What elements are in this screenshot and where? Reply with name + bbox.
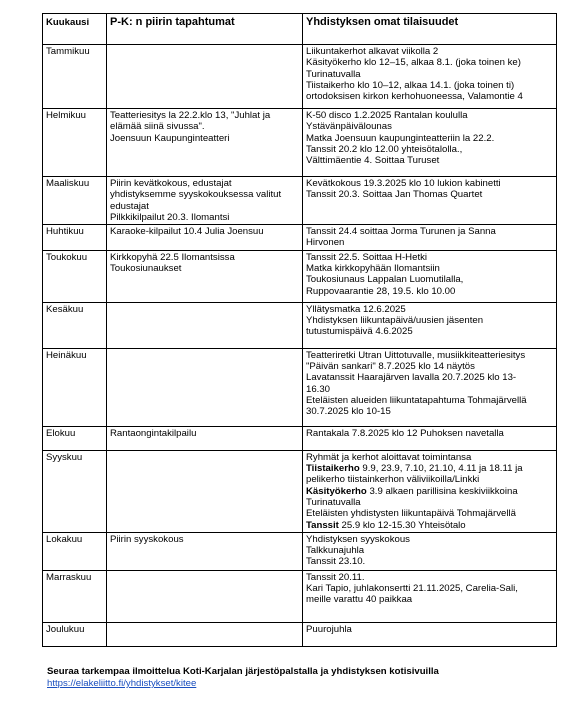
own-event-line xyxy=(306,274,553,285)
own-event-line xyxy=(306,144,553,155)
own-event-line xyxy=(306,57,553,68)
own-event-text: Tiistaikerho klo 10–12, alkaa 14.1. (joka toinen ti) xyxy=(306,79,515,91)
own-events-cell xyxy=(303,250,557,302)
own-event-text: Lavatanssit Haarajärven lavalla 20.7.2025 klo 13- xyxy=(306,372,517,384)
own-event-text: Eteläisten yhdistysten liikuntapäivä Tohmajärvellä xyxy=(306,508,516,520)
own-event-text: Käsityökerho klo 12–15, alkaa 8.1. (joka toinen ke) xyxy=(306,57,521,69)
district-event-line: elämää siinä sivussa". xyxy=(110,121,205,133)
footer xyxy=(47,666,439,690)
month-cell: Marraskuu xyxy=(43,570,107,622)
own-event-text: Puurojuhla xyxy=(306,623,352,635)
own-events-cell xyxy=(303,622,557,646)
own-event-line xyxy=(306,91,553,102)
own-events-cell xyxy=(303,450,557,532)
own-event-text: Ystävänpäivälounas xyxy=(306,121,392,133)
own-event-line xyxy=(306,350,553,361)
own-event-text: 16.30 xyxy=(306,383,331,395)
own-event-line xyxy=(306,237,553,248)
table-row xyxy=(43,250,557,302)
own-event-text: 9.9, 23.9, 7.10, 21.10, 4.11 ja 18.11 ja xyxy=(359,463,523,475)
own-event-text: Rantakala 7.8.2025 klo 12 Puhoksen navetalla xyxy=(306,427,504,439)
district-event-line: Piirin kevätkokous, edustajat xyxy=(110,178,232,189)
own-events-cell xyxy=(303,225,557,251)
own-event-text: 25.9 klo 12-15.30 Yhteisötalo xyxy=(338,519,466,531)
own-event-line xyxy=(306,534,553,545)
month-cell: Toukokuu xyxy=(43,250,107,302)
district-events-cell xyxy=(107,302,303,348)
own-event-line xyxy=(306,326,553,337)
own-event-text: Tanssit 24.4 soittaa Jorma Turunen ja Sanna xyxy=(306,226,496,238)
own-event-line xyxy=(306,304,553,315)
table-header-row xyxy=(43,14,557,45)
table-row xyxy=(43,225,557,251)
month-cell: Huhtikuu xyxy=(43,225,107,251)
own-event-text: Ryhmät ja kerhot aloittavat toimintansa xyxy=(306,451,472,463)
own-event-text: Teatteriretki Utran Uittotuvalle, musiikkiteatteriesitys xyxy=(306,349,526,361)
own-event-line xyxy=(306,189,553,200)
own-event-line xyxy=(306,46,553,57)
own-event-text: Matka Joensuun kaupunginteatteriin la 22.2. xyxy=(306,132,495,144)
district-event-line: edustajat xyxy=(110,200,149,212)
own-event-text: Kari Tapio, juhlakonsertti 21.11.2025, Carelia-Sali, xyxy=(306,583,518,595)
own-event-line xyxy=(306,594,553,605)
footer-link[interactable]: https://elakeliitto.fi/yhdistykset/kitee xyxy=(47,678,197,689)
own-event-line xyxy=(306,110,553,121)
own-event-line xyxy=(306,80,553,91)
own-event-line xyxy=(306,545,553,556)
table-row xyxy=(43,348,557,426)
own-event-line xyxy=(306,520,553,531)
own-event-line xyxy=(306,226,553,237)
own-event-text: Tanssit 23.10. xyxy=(306,556,366,568)
own-event-text: Tanssit 20.3. Soittaa Jan Thomas Quartet xyxy=(306,189,483,201)
district-event-line: Pilkkikilpailut 20.3. Ilomantsi xyxy=(110,211,230,223)
month-cell: Lokakuu xyxy=(43,532,107,570)
own-event-text: Matka kirkkopyhään Ilomantsiin xyxy=(306,263,440,275)
table-row xyxy=(43,450,557,532)
own-event-line xyxy=(306,252,553,263)
own-event-line xyxy=(306,497,553,508)
district-event-line: Karaoke-kilpailut 10.4 Julia Joensuu xyxy=(110,226,264,238)
district-event-line: Joensuun Kaupunginteatteri xyxy=(110,132,230,144)
own-event-line xyxy=(306,315,553,326)
own-event-text: Hirvonen xyxy=(306,237,345,249)
own-event-text: Toukosiunaus Lappalan Luomutilalla, xyxy=(306,274,464,286)
own-event-line xyxy=(306,384,553,395)
district-event-line: Kirkkopyhä 22.5 Ilomantsissa xyxy=(110,251,235,263)
own-event-line xyxy=(306,361,553,372)
own-events-cell xyxy=(303,45,557,109)
own-event-text: 30.7.2025 klo 10-15 xyxy=(306,406,391,418)
own-event-line xyxy=(306,263,553,274)
own-event-line xyxy=(306,121,553,132)
own-event-text: Kevätkokous 19.3.2025 klo 10 lukion kabinetti xyxy=(306,178,501,189)
own-event-line xyxy=(306,556,553,567)
own-event-line xyxy=(306,572,553,583)
own-event-bold-text: Käsityökerho xyxy=(306,485,367,497)
own-event-line xyxy=(306,395,553,406)
month-cell: Helmikuu xyxy=(43,109,107,177)
table-row xyxy=(43,302,557,348)
own-events-cell xyxy=(303,302,557,348)
district-event-line: Teatteriesitys la 22.2.klo 13, "Juhlat ja xyxy=(110,110,271,121)
table-row xyxy=(43,45,557,109)
district-events-cell xyxy=(107,426,303,450)
own-event-line xyxy=(306,452,553,463)
district-events-cell xyxy=(107,348,303,426)
own-events-cell xyxy=(303,177,557,225)
district-events-cell xyxy=(107,570,303,622)
month-cell: Tammikuu xyxy=(43,45,107,109)
table-row xyxy=(43,109,557,177)
own-event-text: Talkkunajuhla xyxy=(306,545,365,557)
own-event-text: Tanssit 20.2 klo 12.00 yhteisötalolla., xyxy=(306,143,463,155)
header-own-events: Yhdistyksen omat tilaisuudet xyxy=(303,14,557,45)
table-row xyxy=(43,532,557,570)
table-row xyxy=(43,426,557,450)
district-events-cell xyxy=(107,250,303,302)
own-event-text: Tanssit 20.11. xyxy=(306,571,365,583)
own-event-text: meille varattu 40 paikkaa xyxy=(306,594,413,606)
own-event-text: Yllätysmatka 12.6.2025 xyxy=(306,303,406,315)
month-cell: Syyskuu xyxy=(43,450,107,532)
own-event-text: Turinatuvalla xyxy=(306,496,361,508)
own-event-text: tutustumispäivä 4.6.2025 xyxy=(306,326,413,338)
month-cell: Maaliskuu xyxy=(43,177,107,225)
own-event-line xyxy=(306,133,553,144)
own-events-cell xyxy=(303,570,557,622)
district-events-cell xyxy=(107,45,303,109)
own-event-line xyxy=(306,508,553,519)
own-event-text: ortodoksisen kirkon kerhohuoneessa, Valamontie 4 xyxy=(306,91,523,103)
district-event-line: yhdistyksemme syyskokouksessa valitut xyxy=(110,189,282,201)
own-event-text: Välttimäentie 4. Soittaa Turuset xyxy=(306,155,440,167)
own-event-text: K-50 disco 1.2.2025 Rantalan koululla xyxy=(306,110,468,121)
own-event-line xyxy=(306,486,553,497)
month-cell: Kesäkuu xyxy=(43,302,107,348)
own-events-cell xyxy=(303,109,557,177)
own-event-text: "Päivän sankari" 8.7.2025 klo 14 näytös xyxy=(306,361,475,373)
district-events-cell xyxy=(107,532,303,570)
own-event-text: Liikuntakerhot alkavat viikolla 2 xyxy=(306,46,439,57)
district-events-cell xyxy=(107,225,303,251)
district-events-cell xyxy=(107,622,303,646)
own-event-line xyxy=(306,372,553,383)
own-event-text: Turinatuvalla xyxy=(306,68,361,80)
own-event-text: Yhdistyksen liikuntapäivä/uusien jäsenten xyxy=(306,315,484,327)
own-event-line xyxy=(306,178,553,189)
own-event-text: pelikerho tiistainkerhon väliviikoilla/Linkki xyxy=(306,474,480,486)
district-event-line: Toukosiunaukset xyxy=(110,263,182,275)
table-row xyxy=(43,622,557,646)
own-event-text: Tanssit 22.5. Soittaa H-Hetki xyxy=(306,251,428,263)
district-events-cell xyxy=(107,109,303,177)
own-event-line xyxy=(306,474,553,485)
own-event-text: Ruppovaarantie 28, 19.5. klo 10.00 xyxy=(306,285,456,297)
own-event-text: Eteläisten alueiden liikuntatapahtuma Tohmajärvellä xyxy=(306,394,527,406)
own-event-bold-text: Tiistaikerho xyxy=(306,463,360,475)
own-event-line xyxy=(306,428,553,439)
table-row xyxy=(43,177,557,225)
district-events-cell xyxy=(107,177,303,225)
month-cell: Joulukuu xyxy=(43,622,107,646)
own-event-line xyxy=(306,624,553,635)
header-district-events: P-K: n piirin tapahtumat xyxy=(107,14,303,45)
district-event-line: Rantaongintakilpailu xyxy=(110,427,197,439)
own-events-cell xyxy=(303,426,557,450)
own-events-cell xyxy=(303,348,557,426)
own-event-line xyxy=(306,583,553,594)
events-calendar-table xyxy=(42,13,557,647)
own-event-line xyxy=(306,406,553,417)
table-row xyxy=(43,570,557,622)
month-cell: Heinäkuu xyxy=(43,348,107,426)
header-month: Kuukausi xyxy=(43,14,107,45)
month-cell: Elokuu xyxy=(43,426,107,450)
own-event-line xyxy=(306,286,553,297)
own-events-cell xyxy=(303,532,557,570)
own-event-bold-text: Tanssit xyxy=(306,519,339,531)
district-events-cell xyxy=(107,450,303,532)
footer-note: Seuraa tarkempaa ilmoittelua Koti-Karjalan järjestöpalstalla ja yhdistyksen kotisivuilla xyxy=(47,666,439,677)
own-event-line xyxy=(306,155,553,166)
district-event-line: Piirin syyskokous xyxy=(110,533,184,545)
own-event-text: Yhdistyksen syyskokous xyxy=(306,533,410,545)
own-event-line xyxy=(306,463,553,474)
own-event-text: 3.9 alkaen parillisina keskiviikkoina xyxy=(366,485,518,497)
own-event-line xyxy=(306,69,553,80)
